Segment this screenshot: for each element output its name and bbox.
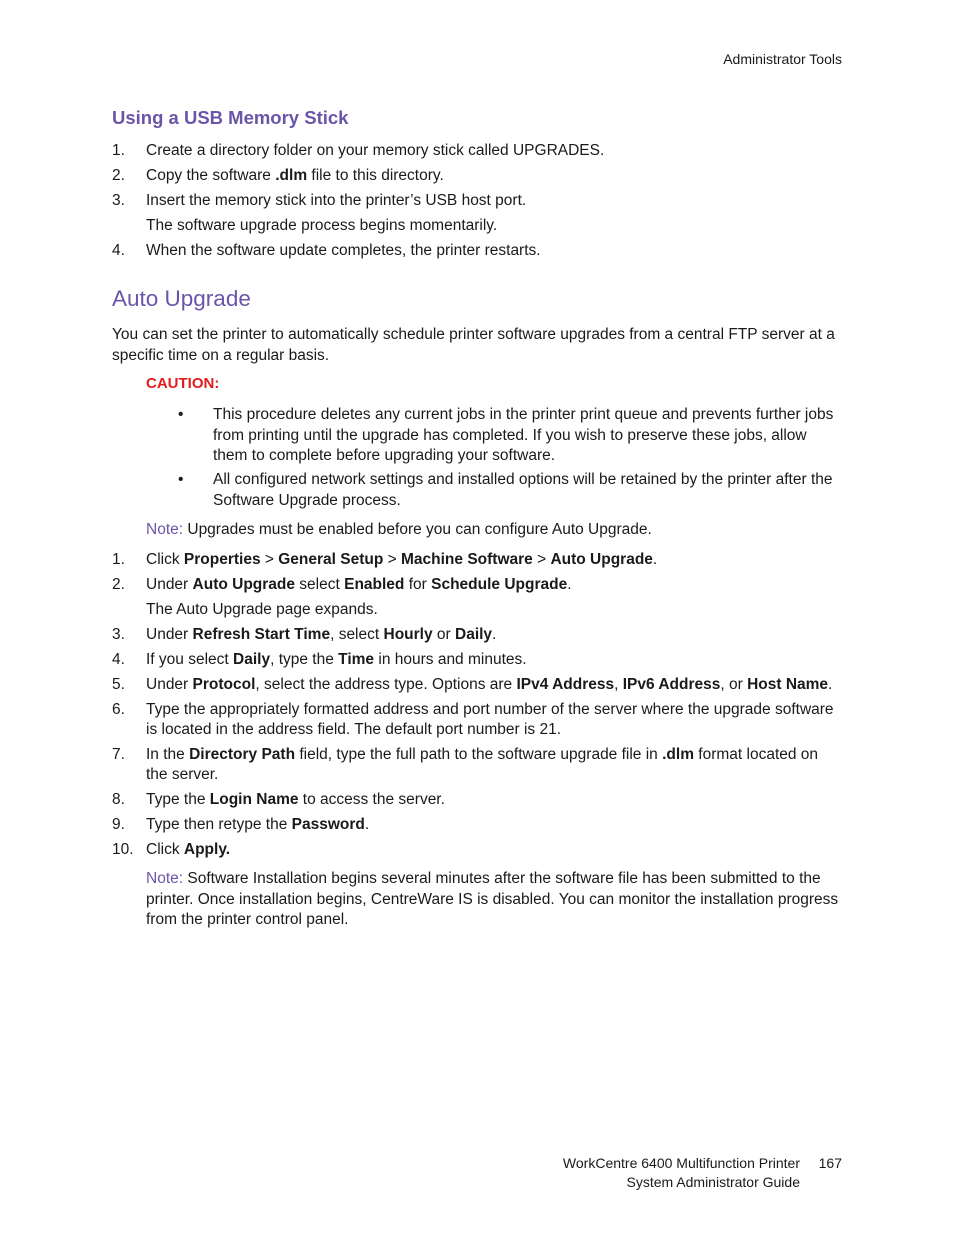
step-text: Type then retype the Password. <box>146 816 370 833</box>
page-number: 167 <box>818 1155 842 1171</box>
step-number: 5. <box>112 676 125 693</box>
step-number: 10. <box>112 841 134 858</box>
note-label: Note: <box>146 870 184 887</box>
step-number: 2. <box>112 167 125 184</box>
step-number: 2. <box>112 576 125 593</box>
step-number: 4. <box>112 651 125 668</box>
step-number: 1. <box>112 142 125 159</box>
step-text: Click Apply. <box>146 841 231 858</box>
bullet-text: All configured network settings and installed options will be retained by the printer after the Software Upgrade process. <box>213 471 833 509</box>
usb-step-3-result: The software upgrade process begins momentarily. <box>146 217 498 234</box>
bullet-icon: • <box>178 471 184 488</box>
step-number: 1. <box>112 551 125 568</box>
footer-product: WorkCentre 6400 Multifunction Printer <box>562 1155 800 1171</box>
step-number: 8. <box>112 791 125 808</box>
auto-upgrade-intro: You can set the printer to automatically schedule printer software upgrades from a central FTP server at a specific time on a regular basis. <box>112 326 835 364</box>
footer-guide: System Administrator Guide <box>626 1174 800 1190</box>
step-number: 4. <box>112 242 125 259</box>
step-text: Create a directory folder on your memory stick called UPGRADES. <box>146 142 605 159</box>
step-text: Type the appropriately formatted address and port number of the server where the upgrade software is located in the address field. The default port number is 21. <box>146 701 834 738</box>
step-text: Copy the software .dlm file to this directory. <box>146 167 444 184</box>
step-text: If you select Daily, type the Time in hours and minutes. <box>146 651 527 668</box>
step-number: 3. <box>112 626 125 643</box>
bullet-icon: • <box>178 406 184 423</box>
caution-label: CAUTION: <box>146 375 220 392</box>
note-installation: Note: Software Installation begins several minutes after the software file has been submitted to the printer. Once installation begins, CentreWare IS is disabled. You can monitor the installation progress from the printer control panel. <box>146 870 839 928</box>
bullet-text: This procedure deletes any current jobs in the printer print queue and prevents further jobs from printing until the upgrade has completed. If you wish to preserve these jobs, allow them to complete before upgrading your software. <box>213 406 834 464</box>
step-number: 6. <box>112 701 125 718</box>
step-text: Under Protocol, select the address type. Options are IPv4 Address, IPv6 Address, or Host Name. <box>146 676 833 693</box>
step-text: Click Properties > General Setup > Machine Software > Auto Upgrade. <box>146 551 658 568</box>
step-number: 7. <box>112 746 125 763</box>
auto-upgrade-heading: Auto Upgrade <box>112 286 251 311</box>
note-enable-first: Note: Upgrades must be enabled before you can configure Auto Upgrade. <box>146 521 652 538</box>
auto-step-2-result: The Auto Upgrade page expands. <box>146 601 378 618</box>
step-text: Type the Login Name to access the server. <box>146 791 445 808</box>
step-number: 9. <box>112 816 125 833</box>
step-text: When the software update completes, the printer restarts. <box>146 242 541 259</box>
note-label: Note: <box>146 521 184 538</box>
step-text: Under Auto Upgrade select Enabled for Schedule Upgrade. <box>146 576 572 593</box>
running-header: Administrator Tools <box>723 51 842 67</box>
step-text: Insert the memory stick into the printer’s USB host port. <box>146 192 527 209</box>
step-number: 3. <box>112 192 125 209</box>
step-text: In the Directory Path field, type the full path to the software upgrade file in .dlm format located on the server. <box>146 746 819 783</box>
step-text: Under Refresh Start Time, select Hourly or Daily. <box>146 626 497 643</box>
usb-section-heading: Using a USB Memory Stick <box>112 107 349 128</box>
